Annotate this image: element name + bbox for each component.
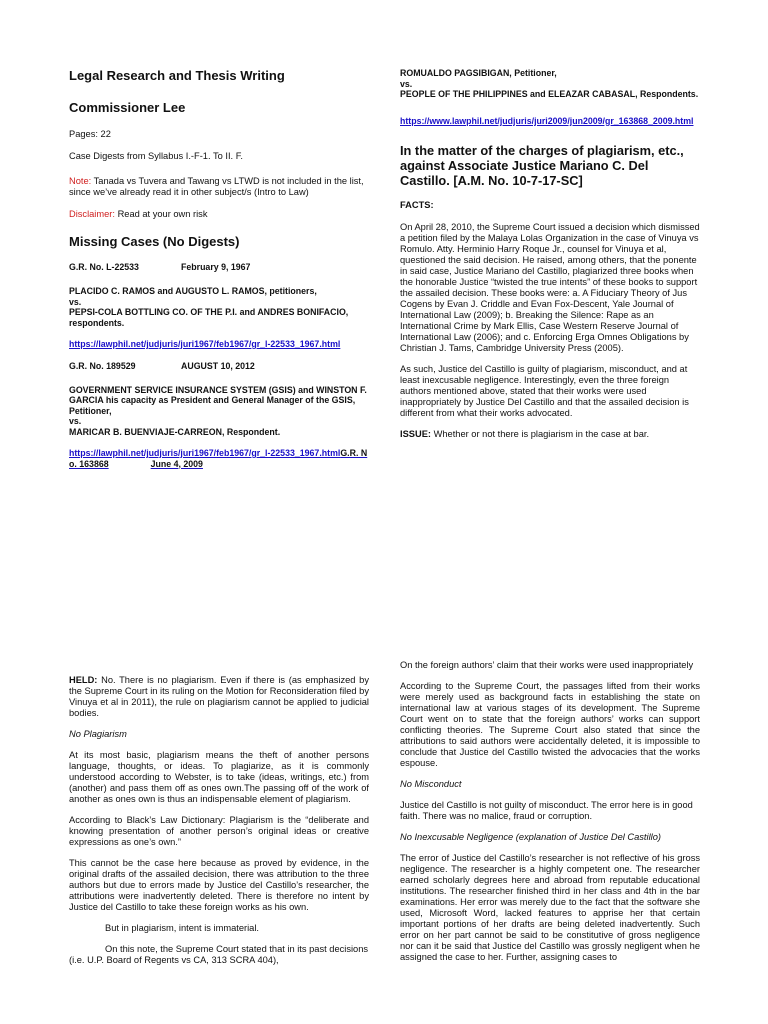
intent-paragraph: But in plagiarism, intent is immaterial. <box>105 923 259 933</box>
case3-parties: ROMUALDO PAGSIBIGAN, Petitioner, <box>400 68 557 78</box>
no-misconduct-paragraph: Justice del Castillo is not guilty of misconduct. The error here is in good faith. There was no malice, fraud or corruption. <box>400 800 693 821</box>
case2-vs: vs. <box>69 416 82 426</box>
document-title: Legal Research and Thesis Writing <box>69 68 285 83</box>
case3-respondents: PEOPLE OF THE PHILIPPINES and ELEAZAR CABASAL, Respondents. <box>400 89 699 99</box>
left-column-bottom <box>69 675 369 980</box>
document-page-bottom <box>0 600 768 1024</box>
no-plagiarism-heading: No Plagiarism <box>69 729 127 739</box>
pages-count: Pages: 22 <box>69 129 111 139</box>
right-column-top <box>400 68 700 450</box>
note-label: Note: <box>69 176 92 186</box>
plagiarism-definition-paragraph: At its most basic, plagiarism means the theft of another persons language, thoughts, or ideas. To plagiarize, as it is commonly understood according to Webster, is to take (ideas, writings, etc.) from (another) and pass them off as ones own.The passing off of the work of another as ones own is thus an indispensable element of plagiarism. <box>69 750 369 804</box>
document-subtitle: Commissioner Lee <box>69 100 186 115</box>
case2-link[interactable]: https://lawphil.net/judjuris/juri1967/feb1967/gr_l-22533_1967.html <box>69 448 341 458</box>
case2-link-line <box>69 448 369 469</box>
disclaimer-paragraph <box>69 209 369 220</box>
case2-date: AUGUST 10, 2012 <box>181 360 255 371</box>
disclaimer-label: Disclaimer: <box>69 209 115 219</box>
right-column-bottom <box>400 660 700 975</box>
evidence-paragraph: This cannot be the case here because as proved by evidence, in the original drafts of the assailed decision, there was attribution to the three authors but due to errors made by Justice del Castillo’s researcher, the attributions were inadvertently deleted. There is therefore no intent by Justice del Castillo to take these foreign works as his own. <box>69 858 369 912</box>
issue-paragraph <box>400 429 700 440</box>
case1-vs: vs. <box>69 296 82 307</box>
facts-paragraph-2: As such, Justice del Castillo is guilty of plagiarism, misconduct, and at least inexcusable negligence. Interestingly, even the three foreign authors mentioned above, stated that their works were used inappropriately by Justice Del Castillo and that the assailed decision is different from what their works advocated. <box>400 364 689 418</box>
left-column-top <box>69 68 369 480</box>
case3-date: June 4, 2009 <box>150 458 203 469</box>
disclaimer-text: Read at your own risk <box>114 209 208 219</box>
case-digests-line: Case Digests from Syllabus I.-F-1. To II. F. <box>69 151 243 161</box>
case1-caption <box>69 286 369 328</box>
held-label: HELD: <box>69 675 98 685</box>
case-title: In the matter of the charges of plagiarism, etc., against Associate Justice Mariano C. Del Castillo. [A.M. No. 10-7-17-SC] <box>400 143 684 188</box>
issue-label: ISSUE: <box>400 429 431 439</box>
case2-gr-number: G.R. No. 189529 <box>69 360 136 371</box>
issue-text: Whether or not there is plagiarism in the case at bar. <box>431 429 650 439</box>
case2-parties: GOVERNMENT SERVICE INSURANCE SYSTEM (GSIS) and WINSTON F. GARCIA his capacity as President and General Manager of the GSIS, Petitioner, <box>69 384 367 416</box>
case2-caption <box>69 385 369 438</box>
researcher-error-paragraph: The error of Justice del Castillo’s researcher is not reflective of his gross negligence. The researcher is a highly competent one. The researcher earned scholarly degrees here and abroad from reputable educational institutions. The researcher finished third in her class and 4th in the bar examinations. Her error was merely due to the fact that the software she used, Microsoft Word, lacked features to apprise her that certain important portions of her drafts are being deleted inadvertently. Such error on her part cannot be said to be constitutive of gross negligence nor can it be said that Justice del Castillo was grossly negligent when he assigned the case to her. Further, assigning cases to <box>400 853 700 962</box>
facts-paragraph-1: On April 28, 2010, the Supreme Court issued a decision which dismissed a petition filed by the Malaya Lolas Organization in the case of Vinuya vs Romulo. Atty. Herminio Harry Roque Jr., counsel for Vinuya et al, questioned the said decision. He raised, among others, that the ponente in said case, Justice Mariano del Castillo, plagiarized three books when the honorable Justice “twisted the true intents” of these books to support the assailed decision. These books were: a. A Fiduciary Theory of Jus Cogens by Evan J. Criddle and Evan Fox-Descent, Yale Journal of International Law (2009); b. Breaking the Silence: Rape as an International Crime by Mark Ellis, Case Western Reserve Journal of International Law (2006); and c. Enforcing Erga Omnes Obligations by Christian J. Tams, Cambridge University Press (2005). <box>400 222 700 353</box>
case3-caption <box>400 68 700 100</box>
case1-parties: PLACIDO C. RAMOS and AUGUSTO L. RAMOS, petitioners, <box>69 286 317 296</box>
case3-gr-number: G.R. No. 163868 <box>69 448 368 469</box>
missing-cases-heading: Missing Cases (No Digests) <box>69 234 240 249</box>
no-negligence-heading: No Inexcusable Negligence (explanation of Justice Del Castillo) <box>400 832 661 842</box>
case3-link[interactable]: https://www.lawphil.net/judjuris/juri2009/jun2009/gr_163868_2009.html <box>400 115 694 126</box>
case3-vs: vs. <box>400 78 413 89</box>
held-text: No. There is no plagiarism. Even if there is (as emphasized by the Supreme Court in its ruling on the Motion for Reconsideration filed by Vinuya et al in 2011), the rule on plagiarism cannot be applied to judicial bodies. <box>69 675 369 718</box>
note-paragraph <box>69 176 369 198</box>
note-text: Tanada vs Tuvera and Tawang vs LTWD is not included in the list, since we’ve already read it in other subject/s (Intro to Law) <box>69 176 364 197</box>
case1-date: February 9, 1967 <box>181 262 251 272</box>
case2-gr-row <box>69 361 369 371</box>
case2-respondents: MARICAR B. BUENVIAJE-CARREON, Respondent. <box>69 426 281 437</box>
case1-gr-number: G.R. No. L-22533 <box>69 262 139 272</box>
foreign-authors-claim-paragraph: On the foreign authors’ claim that their works were used inappropriately <box>400 660 694 670</box>
held-paragraph <box>69 675 369 719</box>
past-decisions-paragraph: On this note, the Supreme Court stated that in its past decisions (i.e. U.P. Board of Regents vs CA, 313 SCRA 404), <box>69 944 369 965</box>
case1-gr-row <box>69 262 369 272</box>
blacks-law-paragraph: According to Black’s Law Dictionary: Plagiarism is the “deliberate and knowing presentation of another person’s original ideas or creative expressions as one’s own.” <box>69 815 369 847</box>
facts-label: FACTS: <box>400 200 434 210</box>
supreme-court-background-paragraph: According to the Supreme Court, the passages lifted from their works were merely used as background facts in establishing the state on international law at various stages of its development. The Supreme Court went on to state that the foreign authors’ works can support conflicting theories. The Supreme Court also stated that since the attributions to said authors were accidentally deleted, it is impossible to conclude that Justice del Castillo twisted the advocacies that the works espouse. <box>400 681 700 768</box>
case1-respondents: PEPSI-COLA BOTTLING CO. OF THE P.I. and ANDRES BONIFACIO, respondents. <box>69 307 349 328</box>
case1-link[interactable]: https://lawphil.net/judjuris/juri1967/feb1967/gr_l-22533_1967.html <box>69 339 341 349</box>
no-misconduct-heading: No Misconduct <box>400 779 462 789</box>
